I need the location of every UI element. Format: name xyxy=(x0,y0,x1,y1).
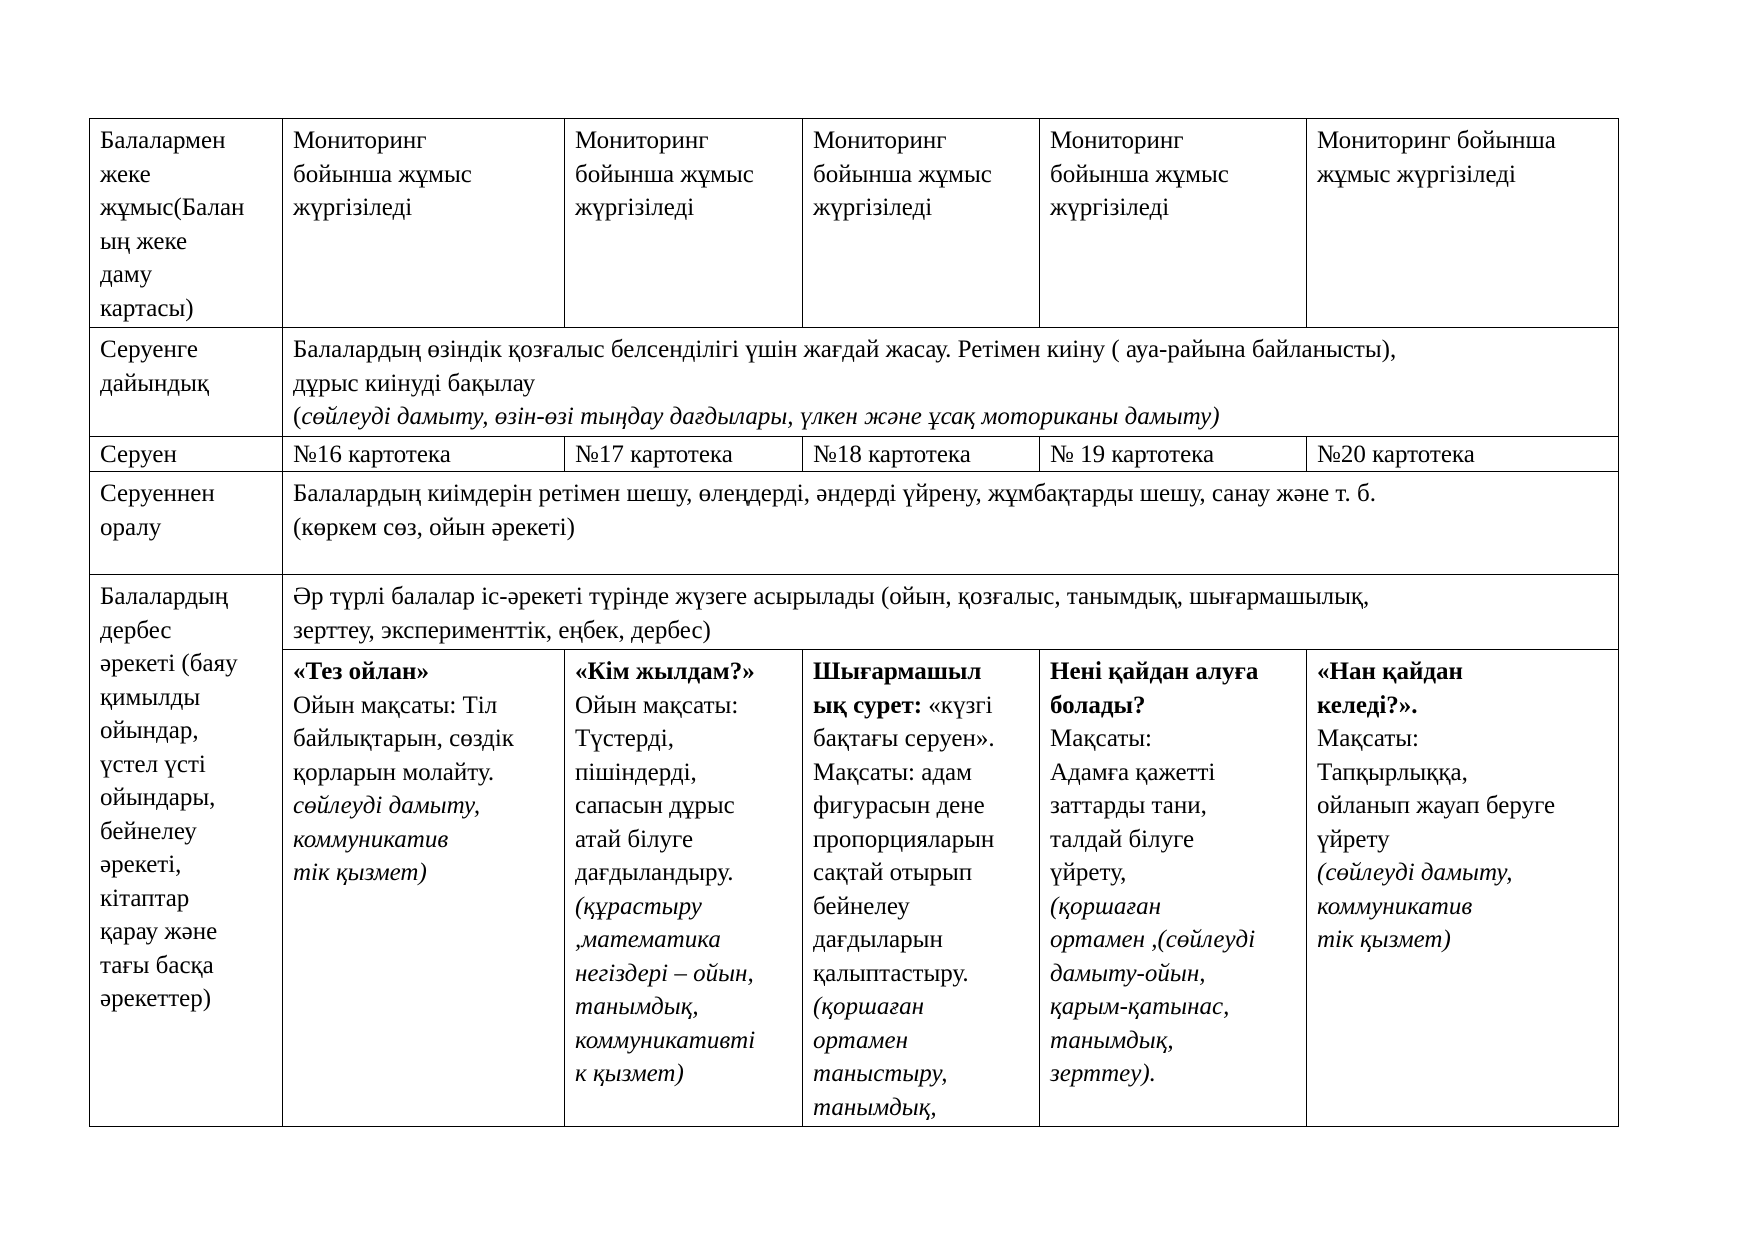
walk-preparation-note: (сөйлеуді дамыту, өзін-өзі тыңдау дағдылары, үлкен және ұсақ моториканы дамыту) xyxy=(293,403,1220,430)
monitoring-cell-day-3: Мониторинг бойынша жұмыс жүргізіледі xyxy=(803,119,1040,328)
game-title-line-2: ық сурет: «күзгі xyxy=(813,691,993,719)
game-cell-day-5: «Нан қайдан келеді?». Мақсаты: Тапқырлыққа, ойланып жауап беруге үйрету (сөйлеуді дамыту, коммуникатив тік қызмет) xyxy=(1307,650,1619,1127)
row-label-return-from-walk: Серуеннен оралу xyxy=(90,472,283,575)
independent-activity-intro: Әр түрлі балалар іс-әрекеті түрінде жүзеге асырылады (ойын, қозғалыс, танымдық, шығармашылық, зерттеу, эксперименттік, еңбек, дербес) xyxy=(283,575,1619,650)
row-label-individual-work: Балалармен жеке жұмыс(Балан ың жеке даму картасы) xyxy=(90,119,283,328)
daily-plan-table xyxy=(89,118,1619,1127)
monitoring-cell-day-1: Мониторинг бойынша жұмыс жүргізіледі xyxy=(283,119,565,328)
row-independent-games xyxy=(90,650,1619,1127)
walk-card-day-2: №17 картотека xyxy=(565,436,803,472)
walk-card-day-4: № 19 картотека xyxy=(1040,436,1307,472)
monitoring-cell-day-2: Мониторинг бойынша жұмыс жүргізіледі xyxy=(565,119,803,328)
row-label-independent-activity: Балалардың дербес әрекеті (баяу қимылды ойындар, үстел үсті ойындары, бейнелеу әрекеті, кітаптар қарау және тағы басқа әрекеттер) xyxy=(90,575,283,1127)
row-walk xyxy=(90,436,1619,472)
game-cell-day-1: «Тез ойлан» Ойын мақсаты: Тіл байлықтарын, сөздік қорларын молайту. сөйлеуді дамыту, коммуникатив тік қызмет) xyxy=(283,650,565,1127)
return-from-walk-text: Балалардың киімдерін ретімен шешу, өлеңдерді, әндерді үйрену, жұмбақтарды шешу, санау және т. б. (көркем сөз, ойын әрекеті) xyxy=(283,472,1619,575)
game-cell-day-2: «Кім жылдам?» Ойын мақсаты: Түстерді, пішіндерді, сапасын дұрыс атай білуге дағдыландыру. (құрастыру ,математика негіздері – ойын, танымдық, коммуникативті к қызмет) xyxy=(565,650,803,1127)
row-walk-preparation xyxy=(90,328,1619,437)
walk-preparation-text: Балалардың өзіндік қозғалыс белсенділігі үшін жағдай жасау. Ретімен киіну ( ауа-райына байланысты), дұрыс киінуді бақылау (сөйлеуді дамыту, өзін-өзі тыңдау дағдылары, үлкен және ұсақ моториканы дамыту) xyxy=(283,328,1619,437)
row-label-walk: Серуен xyxy=(90,436,283,472)
game-cell-day-3: Шығармашыл ық сурет: «күзгі бақтағы серуен». Мақсаты: адам фигурасын дене пропорцияларын сақтай отырып бейнелеу дағдыларын қалыптастыру. (қоршаған ортамен таныстыру, танымдық, xyxy=(803,650,1040,1127)
row-individual-work xyxy=(90,119,1619,328)
monitoring-cell-day-4: Мониторинг бойынша жұмыс жүргізіледі xyxy=(1040,119,1307,328)
game-cell-day-4: Нені қайдан алуға болады? Мақсаты: Адамға қажетті заттарды тани, талдай білуге үйрету, (қоршаған ортамен ,(сөйлеуді дамыту-ойын, қарым-қатынас, танымдық, зерттеу). xyxy=(1040,650,1307,1127)
row-independent-activity xyxy=(90,575,1619,650)
walk-card-day-5: №20 картотека xyxy=(1307,436,1619,472)
row-return-from-walk xyxy=(90,472,1619,575)
monitoring-cell-day-5: Мониторинг бойынша жұмыс жүргізіледі xyxy=(1307,119,1619,328)
walk-card-day-3: №18 картотека xyxy=(803,436,1040,472)
walk-card-day-1: №16 картотека xyxy=(283,436,565,472)
row-label-walk-preparation: Серуенге дайындық xyxy=(90,328,283,437)
